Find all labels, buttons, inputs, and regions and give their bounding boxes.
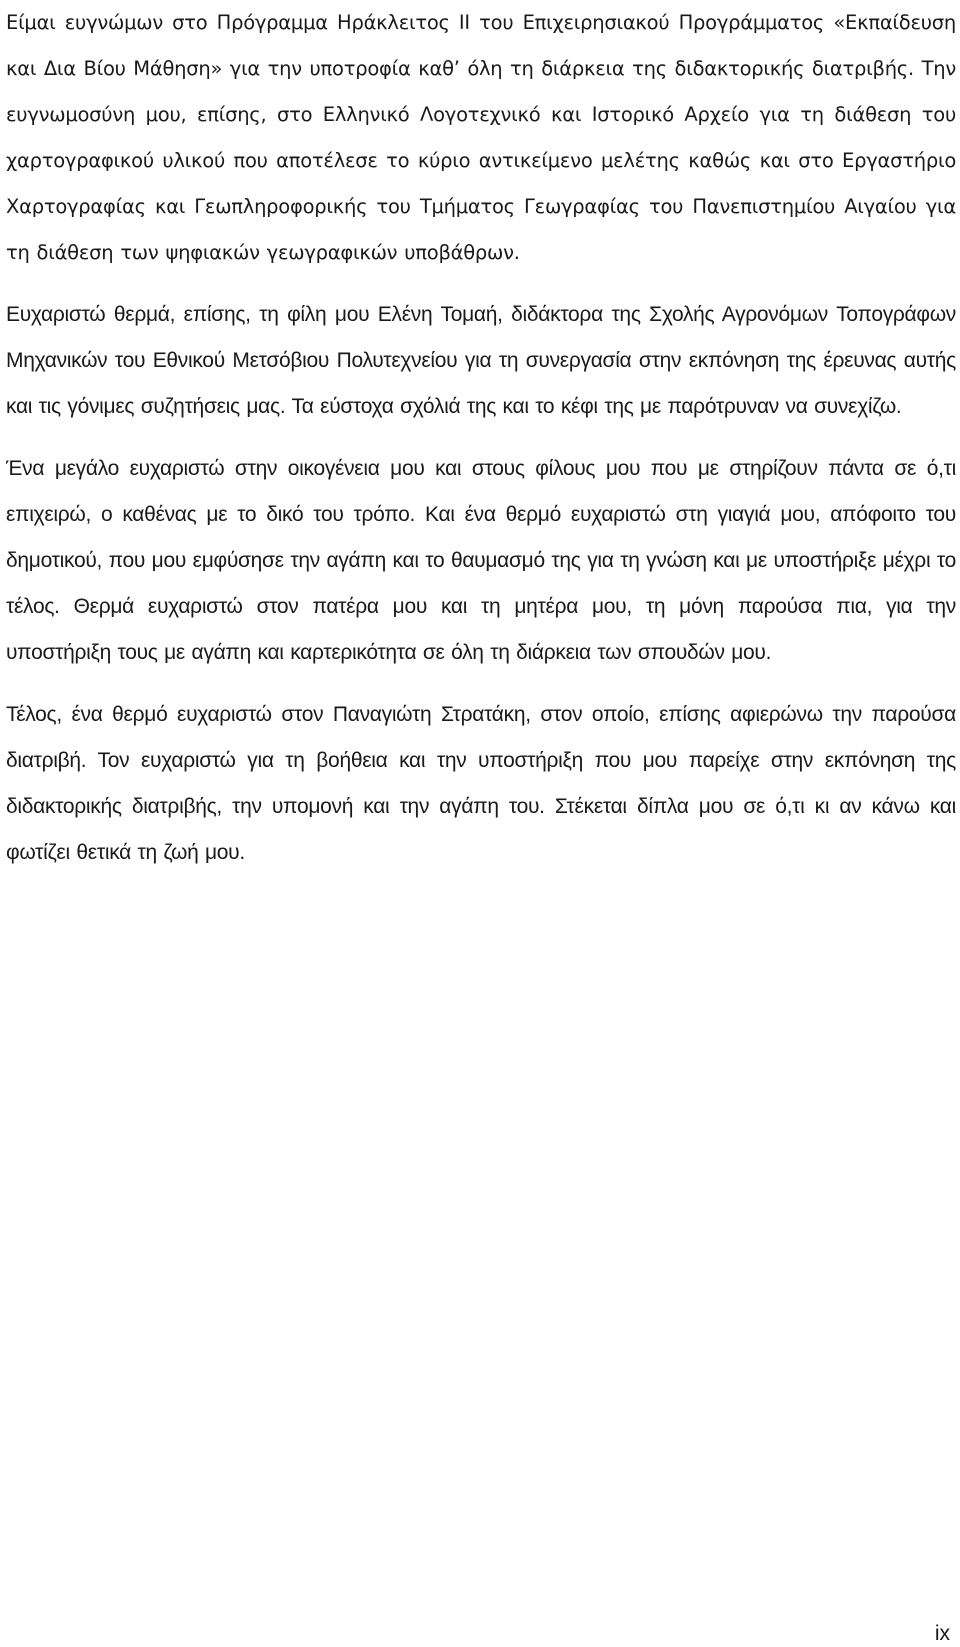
paragraph-colleague: Ευχαριστώ θερμά, επίσης, τη φίλη μου Ελένη Τομαή, διδάκτορα της Σχολής Αγρονόμων Τοπογράφων Μηχανικών του Εθνικού Μετσόβιου Πολυτεχνείου για τη συνεργασία στην εκπόνηση της έρευνας αυτής και τις γόνιμες συζητήσεις μας. Τα εύστοχα σχόλιά της και το κέφι της με παρότρυναν να συνεχίζω. xyxy=(6,303,956,418)
paragraph-dedication: Τέλος, ένα θερμό ευχαριστώ στον Παναγιώτη Στρατάκη, στον οποίο, επίσης αφιερώνω την παρούσα διατριβή. Τον ευχαριστώ για τη βοήθεια και την υποστήριξη που μου παρείχε στην εκπόνηση της διδακτορικής διατριβής, την υπομονή και την αγάπη του. Στέκεται δίπλα μου σε ό,τι κι αν κάνω και φωτίζει θετικά τη ζωή μου. xyxy=(6,703,956,864)
acknowledgements-body xyxy=(6,0,956,876)
paragraph-funding: Είμαι ευγνώμων στο Πρόγραμμα Ηράκλειτος ΙΙ του Επιχειρησιακού Προγράμματος «Εκπαίδευση και Δια Βίου Μάθηση» για την υποτροφία καθ’ όλη τη διάρκεια της διδακτορικής διατριβής. Την ευγνωμοσύνη μου, επίσης, στο Ελληνικό Λογοτεχνικό και Ιστορικό Αρχείο για τη διάθεση του χαρτογραφικού υλικού που αποτέλεσε το κύριο αντικείμενο μελέτης καθώς και στο Εργαστήριο Χαρτογραφίας και Γεωπληροφορικής του Τμήματος Γεωγραφίας του Πανεπιστημίου Αιγαίου για τη διάθεση των ψηφιακών γεωγραφικών υποβάθρων. xyxy=(6,11,956,264)
paragraph-family: Ένα μεγάλο ευχαριστώ στην οικογένεια μου και στους φίλους μου που με στηρίζουν πάντα σε ό,τι επιχειρώ, ο καθένας με το δικό του τρόπο. Και ένα θερμό ευχαριστώ στη γιαγιά μου, απόφοιτο του δημοτικού, που μου εμφύσησε την αγάπη και το θαυμασμό της για τη γνώση και με υποστήριξε μέχρι το τέλος. Θερμά ευχαριστώ στον πατέρα μου και τη μητέρα μου, τη μόνη παρούσα πια, για την υποστήριξη τους με αγάπη και καρτερικότητα σε όλη τη διάρκεια των σπουδών μου. xyxy=(6,457,956,664)
page-number: ix xyxy=(934,1622,950,1645)
